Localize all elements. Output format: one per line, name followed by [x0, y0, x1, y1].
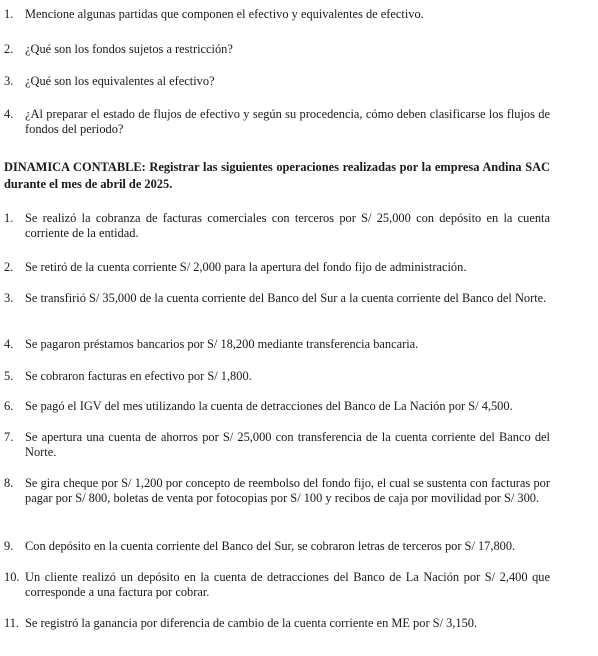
operation-text: Se gira cheque por S/ 1,200 por concepto de reembolso del fondo fijo, el cual se sustenta con facturas por pagar por S/ 800, boletas de venta por fotocopias por S/ 100 y recibos de caja por movilidad por S/ 300. — [25, 476, 550, 505]
operation-number: 5. — [4, 369, 14, 383]
operation-number: 2. — [4, 260, 14, 274]
operation-number: 10. — [4, 570, 20, 584]
question-text: ¿Qué son los equivalentes al efectivo? — [25, 74, 215, 88]
question-item — [4, 74, 550, 89]
operation-number: 4. — [4, 337, 14, 351]
operation-number: 1. — [4, 211, 14, 225]
operation-text: Se retiró de la cuenta corriente S/ 2,000 para la apertura del fondo fijo de administración. — [25, 260, 467, 274]
operation-text: Se pagaron préstamos bancarios por S/ 18,200 mediante transferencia bancaria. — [25, 337, 419, 351]
operation-text: Se cobraron facturas en efectivo por S/ 1,800. — [25, 369, 252, 383]
operation-text: Un cliente realizó un depósito en la cuenta de detracciones del Banco de La Nación por S/ 2,400 que corresponde a una factura por cobrar. — [25, 570, 550, 599]
operation-number: 11. — [4, 616, 20, 630]
question-text: ¿Qué son los fondos sujetos a restricción? — [25, 42, 233, 56]
question-number: 3. — [4, 74, 14, 88]
operation-item — [4, 430, 550, 460]
operation-text: Se registró la ganancia por diferencia de cambio de la cuenta corriente en ME por S/ 3,150. — [25, 616, 478, 630]
operation-item — [4, 260, 550, 275]
operation-text: Con depósito en la cuenta corriente del Banco del Sur, se cobraron letras de terceros por S/ 17,800. — [25, 539, 516, 553]
section-heading: DINAMICA CONTABLE: Registrar las siguientes operaciones realizadas por la empresa Andina SAC durante el mes de abril de 2025. — [4, 160, 550, 191]
operation-number: 6. — [4, 399, 14, 413]
question-number: 1. — [4, 7, 14, 21]
operation-item — [4, 291, 550, 306]
operation-number: 7. — [4, 430, 14, 444]
question-text: Mencione algunas partidas que componen el efectivo y equivalentes de efectivo. — [25, 7, 424, 21]
operation-number: 9. — [4, 539, 14, 553]
question-item — [4, 107, 550, 137]
operation-item — [4, 616, 550, 631]
operation-number: 3. — [4, 291, 14, 305]
operation-item — [4, 369, 550, 384]
question-item — [4, 7, 550, 22]
question-item — [4, 42, 550, 57]
question-number: 4. — [4, 107, 14, 121]
operation-text: Se transfirió S/ 35,000 de la cuenta corriente del Banco del Sur a la cuenta corriente del Banco del Norte. — [25, 291, 547, 305]
question-text: ¿Al preparar el estado de flujos de efectivo y según su procedencia, cómo deben clasificarse los flujos de fondos del periodo? — [25, 107, 550, 136]
operation-item — [4, 211, 550, 241]
operation-text: Se realizó la cobranza de facturas comerciales con terceros por S/ 25,000 con depósito en la cuenta corriente de la entidad. — [25, 211, 550, 240]
operation-item — [4, 399, 550, 414]
operation-text: Se apertura una cuenta de ahorros por S/ 25,000 con transferencia de la cuenta corriente del Banco del Norte. — [25, 430, 550, 459]
operation-item — [4, 539, 550, 554]
operation-item — [4, 476, 550, 506]
question-number: 2. — [4, 42, 14, 56]
operation-item — [4, 337, 550, 352]
operation-number: 8. — [4, 476, 14, 490]
operation-item — [4, 570, 550, 600]
operation-text: Se pagó el IGV del mes utilizando la cuenta de detracciones del Banco de La Nación por S/ 4,500. — [25, 399, 513, 413]
